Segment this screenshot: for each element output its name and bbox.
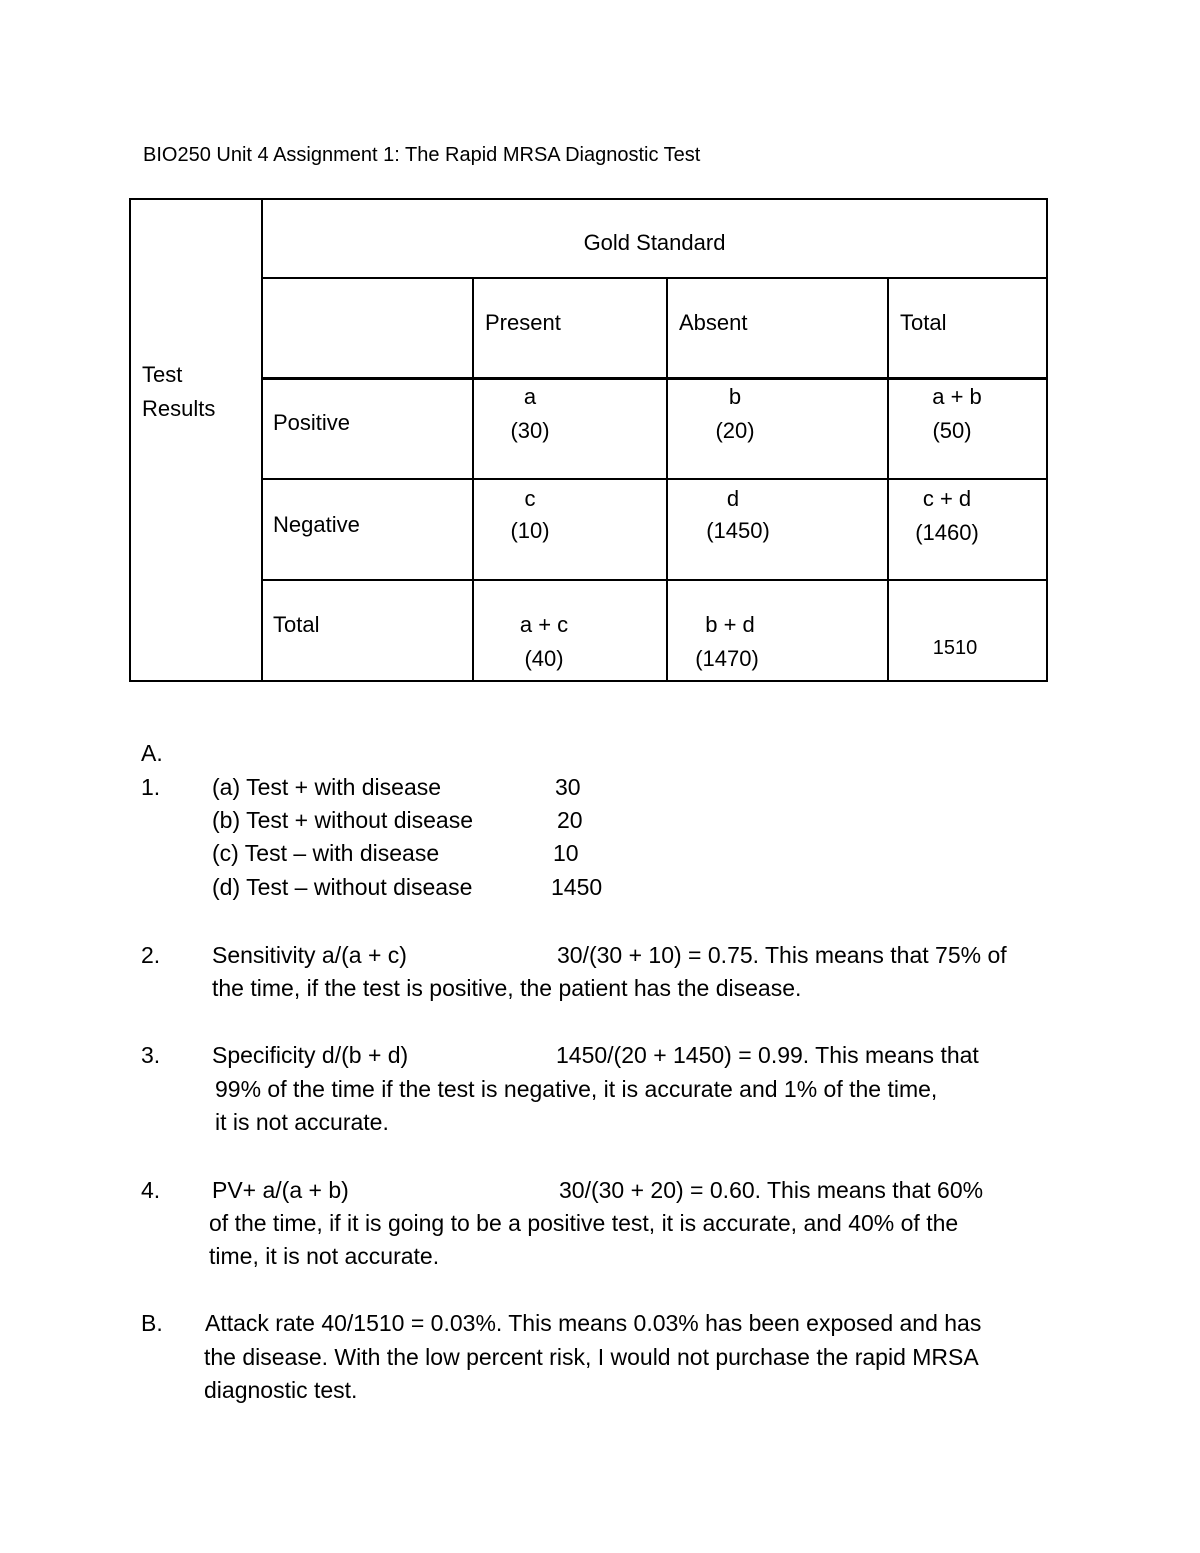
b-line-3: diagnostic test. (204, 1377, 358, 1403)
q4-label: PV+ a/(a + b) (212, 1177, 349, 1203)
question-4-number: 4. (141, 1177, 161, 1203)
row-label-total: Total (273, 612, 320, 637)
q3-line-2: 99% of the time if the test is negative, it is accurate and 1% of the time, (215, 1076, 938, 1102)
row-label-negative: Negative (273, 512, 360, 537)
cell-c-plus-d-value: (1460) (915, 520, 979, 545)
section-b-label: B. (141, 1310, 163, 1336)
cell-c-value: (10) (510, 518, 550, 543)
q4-line-2: of the time, if it is going to be a positive test, it is accurate, and 40% of the (209, 1210, 959, 1236)
cell-grand-total: 1510 (932, 637, 978, 659)
table-rule (261, 377, 1048, 380)
document-title: BIO250 Unit 4 Assignment 1: The Rapid MRSA Diagnostic Test (143, 144, 701, 166)
q1-item-c-value: 10 (553, 840, 579, 866)
table-rule (261, 277, 1048, 279)
table-border-left (129, 198, 131, 682)
table-border-top (129, 198, 1048, 200)
table-rule (261, 478, 1048, 480)
q4-line-1: 30/(30 + 20) = 0.60. This means that 60% (559, 1177, 984, 1203)
cell-a-plus-c: a + c (519, 612, 569, 637)
table-rule (666, 277, 668, 682)
q2-line-2: the time, if the test is positive, the patient has the disease. (212, 975, 802, 1001)
cell-a-plus-c-value: (40) (524, 646, 564, 671)
q4-line-3: time, it is not accurate. (209, 1243, 440, 1269)
cell-b-plus-d: b + d (705, 612, 755, 637)
header-gold-standard: Gold Standard (583, 230, 726, 255)
question-2-number: 2. (141, 942, 161, 968)
b-line-2: the disease. With the low percent risk, I would not purchase the rapid MRSA (204, 1344, 979, 1370)
cell-b: b (728, 384, 742, 409)
table-border-bottom (129, 680, 1048, 682)
cell-b-value: (20) (715, 418, 755, 443)
q1-item-c-label: (c) Test – with disease (212, 840, 440, 866)
side-label-results: Results (142, 396, 216, 421)
q1-item-a-value: 30 (555, 774, 581, 800)
q2-line-1: 30/(30 + 10) = 0.75. This means that 75% of (557, 942, 1007, 968)
q2-label: Sensitivity a/(a + c) (212, 942, 407, 968)
cell-a: a (523, 384, 537, 409)
row-label-positive: Positive (273, 410, 351, 435)
table-rule (472, 277, 474, 682)
q3-label: Specificity d/(b + d) (212, 1042, 409, 1068)
question-1-number: 1. (141, 774, 161, 800)
header-total: Total (900, 310, 947, 335)
question-3-number: 3. (141, 1042, 161, 1068)
q1-item-d-label: (d) Test – without disease (212, 874, 473, 900)
cell-a-plus-b: a + b (932, 384, 982, 409)
cell-d: d (726, 486, 740, 511)
q1-item-b-label: (b) Test + without disease (212, 807, 474, 833)
header-present: Present (485, 310, 561, 335)
q1-item-b-value: 20 (557, 807, 583, 833)
cell-c: c (524, 486, 536, 511)
b-line-1: Attack rate 40/1510 = 0.03%. This means 0.03% has been exposed and has (205, 1310, 982, 1336)
header-absent: Absent (679, 310, 748, 335)
table-rule (261, 579, 1048, 581)
q1-item-a-label: (a) Test + with disease (212, 774, 442, 800)
side-label-test: Test (142, 362, 183, 387)
section-a-label: A. (141, 740, 163, 766)
cell-a-value: (30) (510, 418, 550, 443)
q3-line-3: it is not accurate. (215, 1109, 389, 1135)
table-border-right (1046, 198, 1048, 682)
cell-a-plus-b-value: (50) (932, 418, 972, 443)
cell-b-plus-d-value: (1470) (695, 646, 759, 671)
cell-c-plus-d: c + d (922, 486, 972, 511)
table-rule (261, 198, 263, 682)
cell-d-value: (1450) (706, 518, 770, 543)
q3-line-1: 1450/(20 + 1450) = 0.99. This means that (556, 1042, 979, 1068)
q1-item-d-value: 1450 (551, 874, 603, 900)
table-rule (887, 277, 889, 682)
